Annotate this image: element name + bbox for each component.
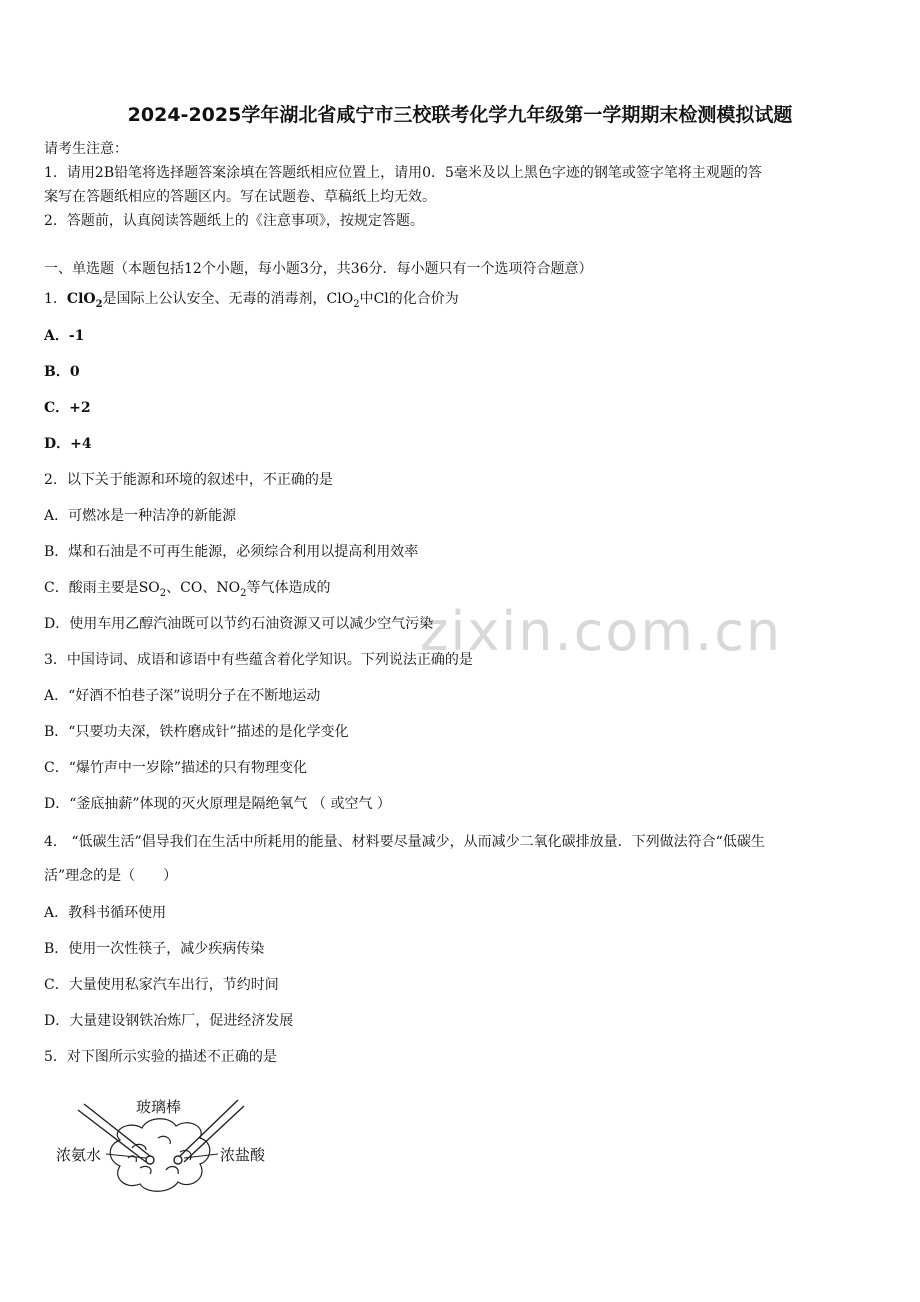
question-2-option-a[interactable]: A．可燃冰是一种洁净的新能源	[44, 508, 237, 524]
subscript: 2	[159, 587, 167, 599]
label-hydrochloric-acid: 浓盐酸	[220, 1146, 266, 1164]
notice-heading: 请考生注意：	[44, 141, 128, 157]
question-2-stem: 2．以下关于能源和环境的叙述中，不正确的是	[44, 472, 333, 488]
experiment-figure	[50, 1090, 290, 1220]
stem-text: 是国际上公认安全、无毒的消毒剂，ClO	[102, 291, 354, 307]
notice-item-1a: 1．请用2B铅笔将选择题答案涂填在答题纸相应位置上，请用0．5毫米及以上黑色字迹的钢笔或签字笔将主观题的答	[44, 165, 762, 181]
option-text: 、CO、NO	[166, 580, 241, 596]
question-5-stem: 5．对下图所示实验的描述不正确的是	[44, 1049, 277, 1065]
question-1-option-a[interactable]: A．-1	[44, 328, 85, 344]
question-4-stem-a: 4． “低碳生活”倡导我们在生活中所耗用的能量、材料要尽量减少，从而减少二氧化碳排放量．下列做法符合“低碳生	[44, 834, 765, 850]
subscript: 2	[353, 298, 360, 310]
notice-item-1b: 案写在答题纸相应的答题区内。写在试题卷、草稿纸上均无效。	[44, 189, 436, 205]
question-3-stem: 3．中国诗词、成语和谚语中有些蕴含着化学知识。下列说法正确的是	[44, 652, 473, 668]
question-4-option-b[interactable]: B．使用一次性筷子，减少疾病传染	[44, 941, 265, 957]
question-4-option-c[interactable]: C．大量使用私家汽车出行，节约时间	[44, 977, 279, 993]
white-smoke-cloud	[110, 1119, 210, 1192]
page-title: 2024-2025学年湖北省咸宁市三校联考化学九年级第一学期期末检测模拟试题	[127, 104, 793, 126]
question-2-option-b[interactable]: B．煤和石油是不可再生能源，必须综合利用以提高利用效率	[44, 544, 419, 560]
stem-text: 中Cl的化合价为	[359, 291, 459, 307]
section-heading: 一、单选题（本题包括12个小题，每小题3分，共36分．每小题只有一个选项符合题意）	[44, 261, 593, 277]
watermark: zixin.com.cn	[420, 600, 783, 663]
question-1-option-d[interactable]: D．+4	[44, 436, 92, 452]
label-ammonia: 浓氨水	[56, 1146, 102, 1164]
question-1-option-b[interactable]: B．0	[44, 364, 80, 380]
subscript: 2	[240, 587, 247, 599]
question-3-option-a[interactable]: A．“好酒不怕巷子深”说明分子在不断地运动	[44, 688, 321, 704]
question-4-option-a[interactable]: A．教科书循环使用	[44, 905, 167, 921]
question-1-stem	[44, 290, 459, 314]
question-4-stem-b: 活”理念的是（ ）	[44, 868, 178, 884]
subscript: 2	[95, 298, 103, 310]
notice-item-2: 2．答题前，认真阅读答题纸上的《注意事项》，按规定答题。	[44, 213, 424, 229]
question-3-option-b[interactable]: B．“只要功夫深，铁杵磨成针”描述的是化学变化	[44, 724, 349, 740]
option-text: C．酸雨主要是SO	[44, 580, 160, 596]
question-2-option-c[interactable]	[44, 579, 330, 603]
question-3-option-c[interactable]: C．“爆竹声中一岁除”描述的只有物理变化	[44, 760, 308, 776]
right-label-leader	[184, 1154, 218, 1158]
question-4-option-d[interactable]: D．大量建设钢铁冶炼厂，促进经济发展	[44, 1013, 294, 1029]
question-1-option-c[interactable]: C．+2	[44, 400, 91, 416]
left-label-leader	[106, 1154, 146, 1158]
formula: ClO	[66, 291, 96, 307]
label-glass-rod: 玻璃棒	[136, 1098, 182, 1116]
question-3-option-d[interactable]: D．“釜底抽薪”体现的灭火原理是隔绝氧气 （ 或空气 ）	[44, 796, 391, 812]
question-2-option-d[interactable]: D．使用车用乙醇汽油既可以节约石油资源又可以减少空气污染	[44, 616, 434, 632]
question-number: 1．	[44, 291, 67, 307]
option-text: 等气体造成的	[246, 580, 331, 596]
